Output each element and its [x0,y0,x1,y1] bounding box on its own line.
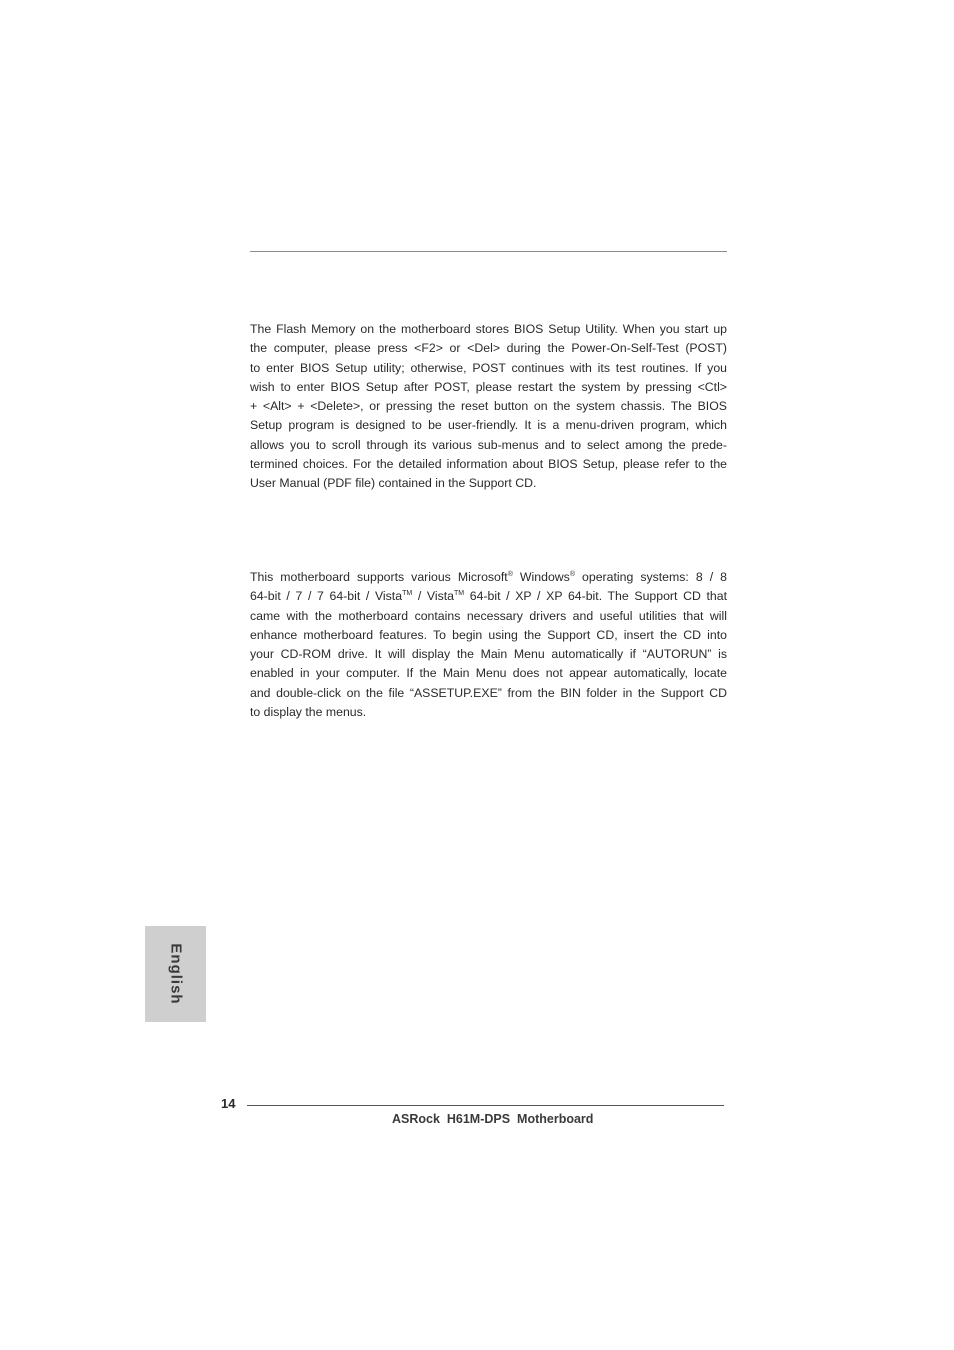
paragraph-line [250,587,727,606]
support-cd-paragraph [250,568,727,722]
language-tab [145,926,206,1022]
text-run: 64-bit / XP / XP 64-bit. The Support CD that [464,589,728,604]
text-run: operating systems: 8 / 8 [575,570,727,584]
paragraph-line: and double-click on the file “ASSETUP.EXE” from the BIN folder in the Support CD [250,685,727,700]
paragraph-line [250,568,727,587]
paragraph-line: to display the menus. [250,705,367,720]
text-run: 64-bit / 7 / 7 64-bit / Vista [250,589,403,604]
language-tab-label: English [167,943,184,1005]
footer-title: ASRock H61M-DPS Motherboard [392,1112,594,1126]
paragraph-line: enhance motherboard features. To begin using the Support CD, insert the CD into [250,627,727,642]
paragraph-line: Setup program is designed to be user-friendly. It is a menu-driven program, which [250,418,727,433]
page-number: 14 [221,1096,236,1111]
paragraph-line: termined choices. For the detailed information about BIOS Setup, please refer to the [250,457,727,472]
bios-setup-paragraph [250,320,727,494]
text-run: Windows [512,570,570,584]
paragraph-line: the computer, please press <F2> or <Del> during the Power-On-Self-Test (POST) [250,341,727,356]
paragraph-line: allows you to scroll through its various sub-menus and to select among the prede- [250,437,727,452]
paragraph-line: wish to enter BIOS Setup after POST, please restart the system by pressing <Ctl> [250,379,727,394]
paragraph-line: to enter BIOS Setup utility; otherwise, POST continues with its test routines. If you [250,360,727,375]
top-divider [250,251,727,252]
text-run: This motherboard supports various Microsoft [250,570,508,584]
trademark-mark: TM [454,590,465,598]
footer-divider [247,1105,724,1106]
paragraph-line: The Flash Memory on the motherboard stores BIOS Setup Utility. When you start up [250,322,727,336]
paragraph-line: + <Alt> + <Delete>, or pressing the reset button on the system chassis. The BIOS [250,399,727,414]
text-run: / Vista [412,589,455,604]
registered-mark: ® [507,571,513,578]
registered-mark: ® [569,571,575,578]
trademark-mark: TM [402,590,413,598]
paragraph-line: came with the motherboard contains necessary drivers and useful utilities that will [250,608,727,623]
paragraph-line: User Manual (PDF file) contained in the Support CD. [250,476,537,491]
paragraph-line: enabled in your computer. If the Main Menu does not appear automatically, locate [250,666,727,681]
paragraph-line: your CD-ROM drive. It will display the Main Menu automatically if “AUTORUN” is [250,647,727,662]
